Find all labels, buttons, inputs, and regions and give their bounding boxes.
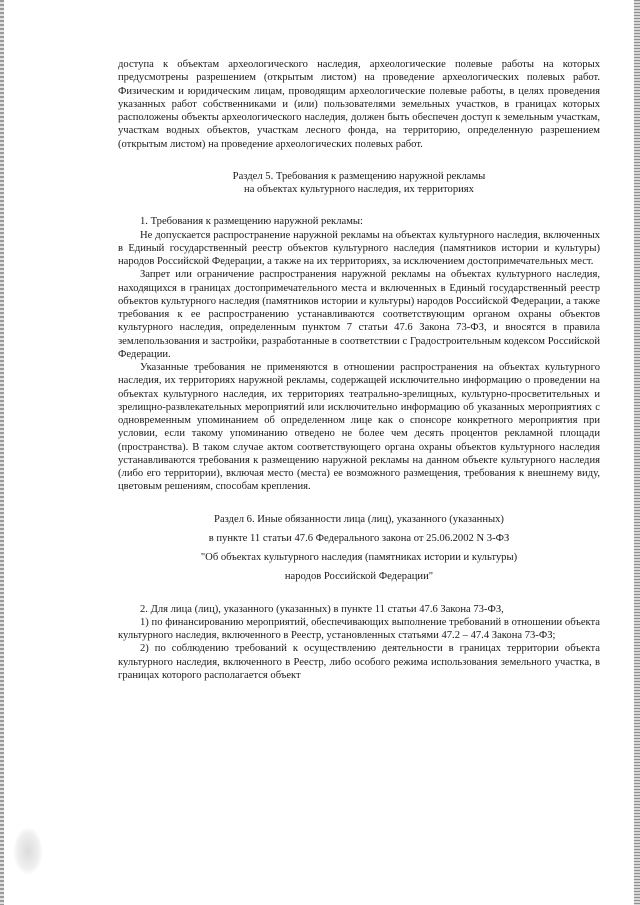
- section-5-heading-line-1: Раздел 5. Требования к размещению наружной рекламы: [232, 170, 486, 182]
- section-5-heading-line-2: на объектах культурного наследия, их территориях: [244, 184, 474, 195]
- scan-smudge: [14, 828, 42, 874]
- scan-edge-left: [0, 0, 4, 905]
- section-6-heading-line-3: "Об объектах культурного наследия (памятниках истории и культуры): [200, 552, 518, 563]
- section-5-paragraph-2: Запрет или ограничение распространения наружной рекламы на объектах культурного наследия, находящихся в границах достопримечательного места и включенных в Единый государственный реестр объектов культурного наследия (памятников истории и культуры) народов Российской Федерации, а также требования к ее распространению устанавливаются соответствующим органом охраны объектов культурного наследия, определенным пунктом 7 статьи 47.6 Закона 73-ФЗ, и вносятся в правила землепользования и застройки, разработанные в соответствии с Градостроительным кодексом Российской Федерации.: [118, 269, 600, 360]
- section-5-item-1: 1. Требования к размещению наружной рекламы:: [140, 216, 363, 228]
- section-6-subitem-1: 1) по финансированию мероприятий, обеспечивающих выполнение требований в отношении объекта культурного наследия, включенного в Реестр, установленных статьями 47.2 – 47.4 Закона 73-ФЗ;: [118, 616, 600, 641]
- section-6-heading-line-2: в пункте 11 статьи 47.6 Федерального закона от 25.06.2002 N 3-ФЗ: [208, 532, 510, 544]
- section-6-item-2: 2. Для лица (лиц), указанного (указанных) в пункте 11 статьи 47.6 Закона 73-ФЗ,: [140, 603, 504, 615]
- scan-edge-right: [634, 0, 640, 905]
- section-6-subitem-2: 2) по соблюдению требований к осуществлению деятельности в границах территории объекта культурного наследия, включенного в Реестр, либо особого режима использования земельного участка, в границах которого располагается объект: [118, 643, 600, 681]
- section-6-heading-line-4: народов Российской Федерации": [284, 571, 434, 583]
- continuation-paragraph: доступа к объектам археологического наследия, археологические полевые работы на которых предусмотрены разрешением (открытым листом) на проведение археологических полевых работ. Физическим и юридическим лицам, проводящим археологические полевые работы, в целях проведения указанных работ собственниками и (или) пользователями земельных участков, в границах которых расположены объекты археологического наследия, должен быть обеспечен доступ к земельным участкам, участкам водных объектов, участкам лесного фонда, на территорию, определенную разрешением (открытым листом) на проведение археологических полевых работ.: [118, 59, 600, 150]
- section-6-heading-line-1: Раздел 6. Иные обязанности лица (лиц), указанного (указанных): [214, 513, 504, 525]
- section-5-paragraph-3: Указанные требования не применяются в отношении распространения на объектах культурного наследия, их территориях наружной рекламы, содержащей исключительно информацию о проведении на объектах культурного наследия, их территориях театрально-зрелищных, культурно-просветительных и зрелищно-развлекательных мероприятий или исключительно информацию об указанных мероприятиях с одновременным упоминанием об определенном лице как о спонсоре конкретного мероприятия при условии, если такому упоминанию отведено не более чем десять процентов рекламной площади (пространства). В таком случае актом соответствующего органа охраны объектов культурного наследия устанавливаются требования к размещению наружной рекламы на данном объекте культурного наследия (либо его территории), включая место (места) ее возможного размещения, требования к внешнему виду, цветовым решениям, способам крепления.: [118, 362, 600, 493]
- document-body: [118, 58, 600, 682]
- section-5-paragraph-1: Не допускается распространение наружной рекламы на объектах культурного наследия, включенных в Единый государственный реестр объектов культурного наследия (памятников истории и культуры) народов Российской Федерации, а также на их территориях, за исключением достопримечательных мест.: [118, 229, 600, 267]
